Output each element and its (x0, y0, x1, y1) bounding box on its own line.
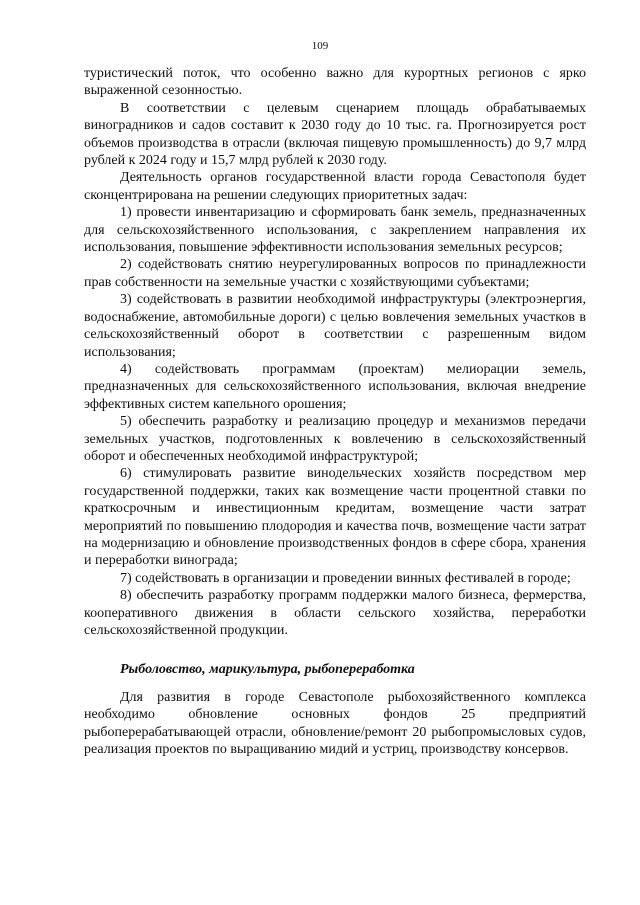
paragraph: 8) обеспечить разработку программ поддержки малого бизнеса, фермерства, кооперативного движения в области сельского хозяйства, переработки сельскохозяйственной продукции. (84, 588, 586, 638)
paragraph: 4) содействовать программам (проектам) мелиорации земель, предназначенных для сельскохозяйственного использования, включая внедрение эффективных систем капельного орошения; (84, 361, 586, 412)
paragraph: Деятельность органов государственной власти города Севастополя будет сконцентрирована на решении следующих приоритетных задач: (84, 170, 586, 203)
paragraph: В соответствии с целевым сценарием площадь обрабатываемых виноградников и садов составит к 2030 году до 10 тыс. га. Прогнозируется рост объемов производства в отрасли (включая пищевую промышленность) до 9,7 млрд рублей к 2024 году и 15,7 млрд рублей к 2030 году. (84, 100, 586, 169)
paragraphs-top (84, 65, 586, 639)
paragraph: 3) содействовать в развитии необходимой инфраструктуры (электроэнергия, водоснабжение, автомобильные дороги) с целью вовлечения земельных участков в сельскохозяйственный оборот в соответствии с разрешенным видом использования; (84, 292, 586, 360)
paragraph: Для развития в городе Севастополе рыбохозяйственного комплекса необходимо обновление основных фондов 25 предприятий рыбоперерабатывающей отрасли, обновление/ремонт 20 рыбопромысловых судов, реализация проектов по выращиванию мидий и устриц, производству консервов. (84, 689, 586, 758)
paragraph: туристический поток, что особенно важно для курортных регионов с ярко выраженной сезонностью. (84, 66, 586, 99)
paragraph: 6) стимулировать развитие винодельческих хозяйств посредством мер государственной поддержки, таких как возмещение части процентной ставки по краткосрочным и инвестиционным кредитам, возмещение части затрат мероприятий по повышению плодородия и качества почв, возмещение части затрат на модернизацию и обновление производственных фондов в сфере сбора, хранения и переработки винограда; (84, 466, 586, 569)
paragraph: 5) обеспечить разработку и реализацию процедур и механизмов передачи земельных участков, подготовленных к вовлечению в сельскохозяйственный оборот и обеспеченных необходимой инфраструктурой; (84, 414, 586, 464)
paragraph: 2) содействовать снятию неурегулированных вопросов по принадлежности прав собственности на земельные участки с хозяйствующими субъектами; (84, 257, 586, 290)
paragraph: 1) провести инвентаризацию и сформировать банк земель, предназначенных для сельскохозяйственного использования, с закреплением направления их использования, повышение эффективности использования земельных ресурсов; (84, 205, 586, 256)
section-heading: Рыболовство, марикультура, рыбопереработка (120, 662, 415, 678)
paragraphs-bottom (84, 689, 586, 759)
page-number: 109 (311, 40, 329, 52)
document-body (84, 65, 586, 758)
paragraph: 7) содействовать в организации и проведении винных фестивалей в городе; (120, 570, 571, 586)
